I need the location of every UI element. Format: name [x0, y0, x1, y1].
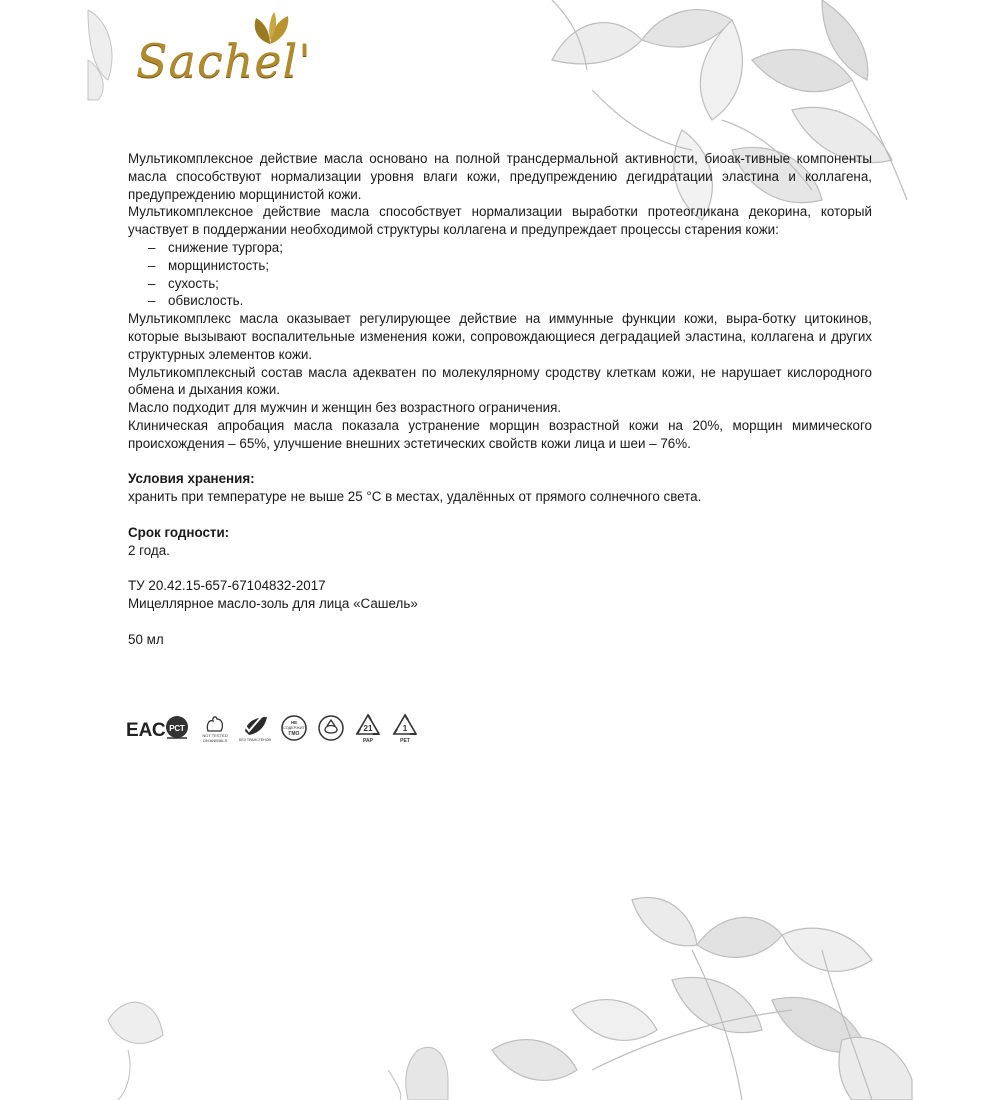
- floral-decoration-bottom: [492, 890, 912, 1100]
- svg-text:СОДЕРЖИТ: СОДЕРЖИТ: [283, 726, 305, 730]
- svg-text:НЕ: НЕ: [290, 720, 298, 725]
- svg-text:ЕАС: ЕАС: [126, 720, 166, 741]
- floral-decoration-bottom-left: [88, 990, 448, 1100]
- description-paragraph: Клиническая апробация масла показала устранение морщин возрастной кожи на 20%, морщин мимического происхождения – 65%, улучшение внешних эстетических свойств кожи лица и шеи – 76%.: [128, 417, 872, 451]
- svg-text:PAP: PAP: [363, 738, 373, 744]
- volume: 50 мл: [128, 631, 164, 647]
- shelf-life-heading: Срок годности:: [128, 524, 230, 540]
- svg-text:РСТ: РСТ: [169, 724, 185, 733]
- svg-text:1: 1: [402, 724, 408, 733]
- description-paragraph: Мультикомплекс масла оказывает регулирующее действие на иммунные функции кожи, выра-ботку цитокинов, которые вызывают воспалительные изменения кожи, сопровождающиеся деградацией эластина, коллагена и других структурных элементов кожи.: [128, 311, 872, 362]
- svg-text:21: 21: [363, 724, 373, 733]
- product-name: Мицеллярное масло-золь для лица «Сашель»: [128, 595, 418, 611]
- certification-icons: [126, 712, 419, 744]
- list-marker: –: [148, 257, 156, 273]
- no-transgenes-icon: [239, 713, 271, 743]
- description-paragraph: Мультикомплексное действие масла основано на полной трансдермальной активности, биоак-тивные компоненты масла способствуют нормализации уровня влаги кожи, предупреждению дегидратации эластина и коллагена, предупреждению морщинистой кожи.: [128, 151, 872, 202]
- description-paragraph: Масло подходит для мужчин и женщин без возрастного ограничения.: [128, 400, 562, 416]
- svg-text:ON ANIMALS: ON ANIMALS: [202, 738, 228, 743]
- recycle-pet-icon: [391, 712, 419, 744]
- description-paragraph: Мультикомплексный состав масла адекватен по молекулярному сродству клеткам кожи, не нарушает кислородного обмена и дыхания кожи.: [128, 364, 872, 398]
- not-tested-on-animals-icon: [200, 713, 230, 743]
- shelf-life-text: 2 года.: [128, 542, 170, 558]
- svg-text:PET: PET: [400, 738, 410, 744]
- list-marker: –: [148, 293, 156, 309]
- svg-text:БЕЗ ТРАНСГЕНОВ: БЕЗ ТРАНСГЕНОВ: [239, 738, 271, 742]
- list-item: – сухость;: [148, 275, 219, 291]
- list-item: – морщинистость;: [148, 257, 270, 273]
- recycle-pap-icon: [354, 712, 382, 744]
- effects-list: [128, 239, 872, 310]
- no-gmo-icon: [280, 714, 308, 742]
- product-description: [128, 150, 872, 648]
- eac-mark-icon: [126, 716, 166, 741]
- sachel-logo: [136, 10, 336, 90]
- storage-heading: Условия хранения:: [128, 471, 255, 487]
- list-item: – обвислость.: [148, 293, 244, 309]
- logo-wordmark: Sachel': [136, 34, 312, 88]
- description-paragraph: Мультикомплексное действие масла способствует нормализации выработки протеогликана декорина, который участвует в поддержании необходимой структуры коллагена и предупреждает процессы старения кожи:: [128, 204, 872, 238]
- list-item: – снижение тургора;: [148, 239, 283, 255]
- storage-text: хранить при температуре не выше 25 °C в местах, удалённых от прямого солнечного света.: [128, 489, 702, 505]
- tu-code: ТУ 20.42.15-657-67104832-2017: [128, 578, 326, 594]
- period-after-opening-icon: [317, 714, 345, 742]
- list-marker: –: [148, 239, 156, 255]
- pct-certification-icon: [163, 714, 191, 742]
- list-marker: –: [148, 275, 156, 291]
- svg-text:NOT TESTED: NOT TESTED: [202, 733, 228, 738]
- svg-text:ГМО: ГМО: [288, 731, 300, 737]
